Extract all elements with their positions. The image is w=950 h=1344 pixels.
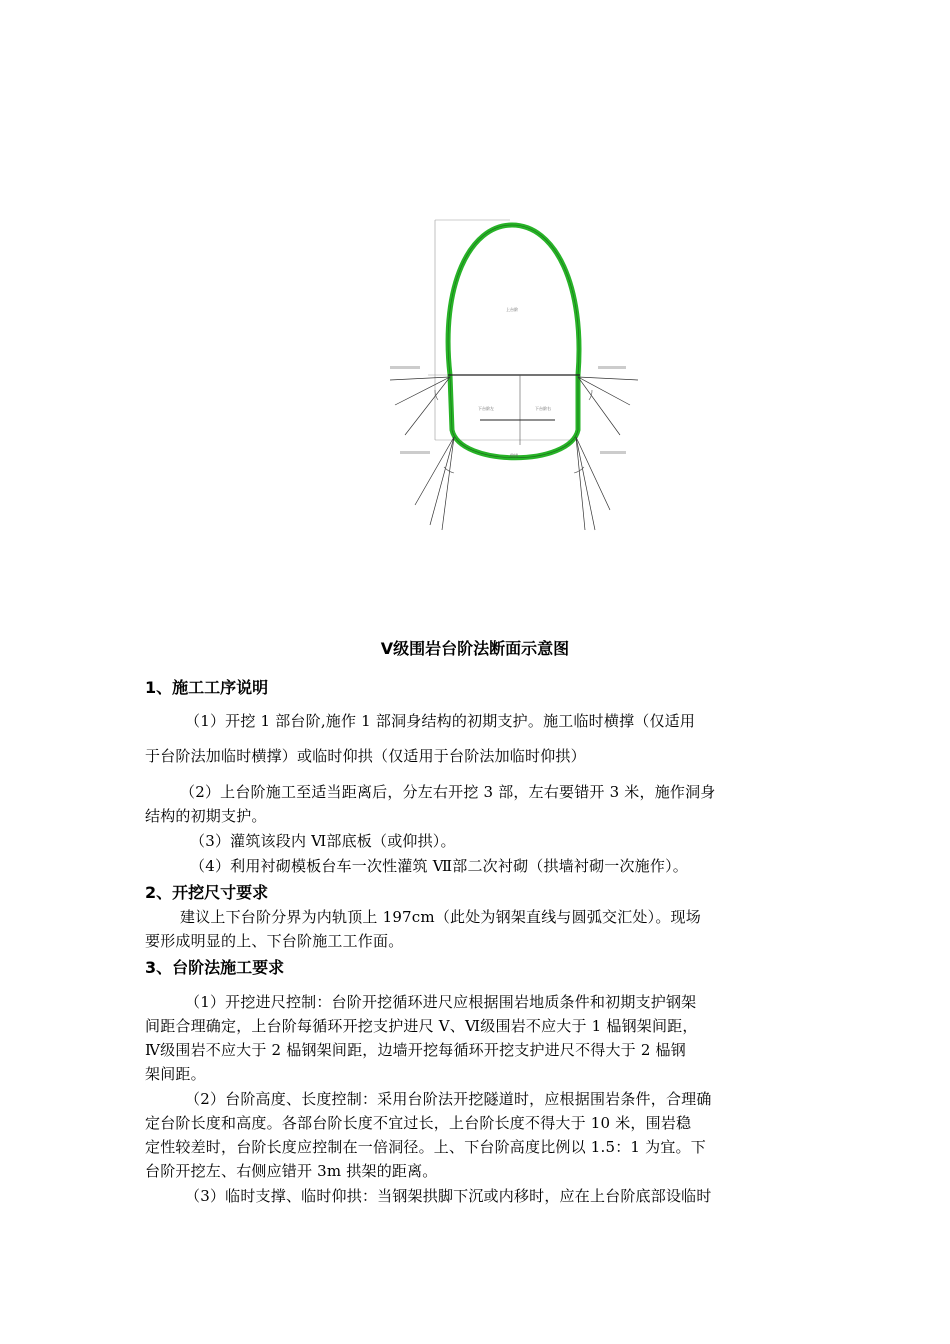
paragraph-line: （3）临时支撑、临时仰拱：当钢架拱脚下沉或内移时，应在上台阶底部设临时 [185, 1187, 712, 1205]
section-heading-2: 2、开挖尺寸要求 [145, 883, 269, 902]
paragraph-line: 定性较差时，台阶长度应控制在一倍洞径。上、下台阶高度比例以 1.5：1 为宜。下 [145, 1138, 706, 1156]
section-heading-1: 1、施工工序说明 [145, 678, 269, 697]
paragraph-line: 台阶开挖左、右侧应错开 3m 拱架的距离。 [145, 1162, 438, 1180]
paragraph-line: Ⅳ级围岩不应大于 2 榀钢架间距，边墙开挖每循环开挖支护进尺不得大于 2 榀钢 [145, 1041, 686, 1059]
paragraph-line: （2）上台阶施工至适当距离后，分左右开挖 3 部，左右要错开 3 米，施作洞身 [180, 783, 716, 801]
paragraph-line: 于台阶法加临时横撑）或临时仰拱（仅适用于台阶法加临时仰拱） [145, 747, 586, 765]
paragraph-line: （4）利用衬砌模板台车一次性灌筑 Ⅶ部二次衬砌（拱墙衬砌一次施作）。 [190, 857, 688, 875]
label-upper-step: 上台阶 [506, 307, 518, 312]
section-heading-3: 3、台阶法施工要求 [145, 958, 285, 977]
label-lower-left: 下台阶左 [478, 406, 494, 411]
label-lower-right: 下台阶右 [535, 406, 551, 411]
tunnel-section-figure [380, 205, 660, 545]
paragraph-line: （2）台阶高度、长度控制：采用台阶法开挖隧道时，应根据围岩条件，合理确 [185, 1090, 712, 1108]
paragraph-line: （3）灌筑该段内 Ⅵ部底板（或仰拱）。 [190, 832, 456, 850]
label-invert: 仰拱 [510, 453, 518, 458]
paragraph-line: 架间距。 [145, 1065, 206, 1083]
lining-ring [448, 225, 579, 458]
paragraph-line: 结构的初期支护。 [145, 807, 267, 825]
figure-caption: Ⅴ级围岩台阶法断面示意图 [380, 639, 570, 658]
paragraph-line: 间距合理确定，上台阶每循环开挖支护进尺 Ⅴ、Ⅵ级围岩不应大于 1 榀钢架间距， [145, 1017, 698, 1035]
paragraph-line: （1）开挖 1 部台阶,施作 1 部洞身结构的初期支护。施工临时横撑（仅适用 [185, 712, 696, 730]
paragraph-line: （1）开挖进尺控制：台阶开挖循环进尺应根据围岩地质条件和初期支护钢架 [185, 993, 697, 1011]
paragraph-line: 要形成明显的上、下台阶施工工作面。 [145, 932, 404, 950]
paragraph-line: 建议上下台阶分界为内轨顶上 197cm（此处为钢架直线与圆弧交汇处）。现场 [180, 908, 701, 926]
paragraph-line: 定台阶长度和高度。各部台阶长度不宜过长，上台阶长度不得大于 10 米，围岩稳 [145, 1114, 692, 1132]
